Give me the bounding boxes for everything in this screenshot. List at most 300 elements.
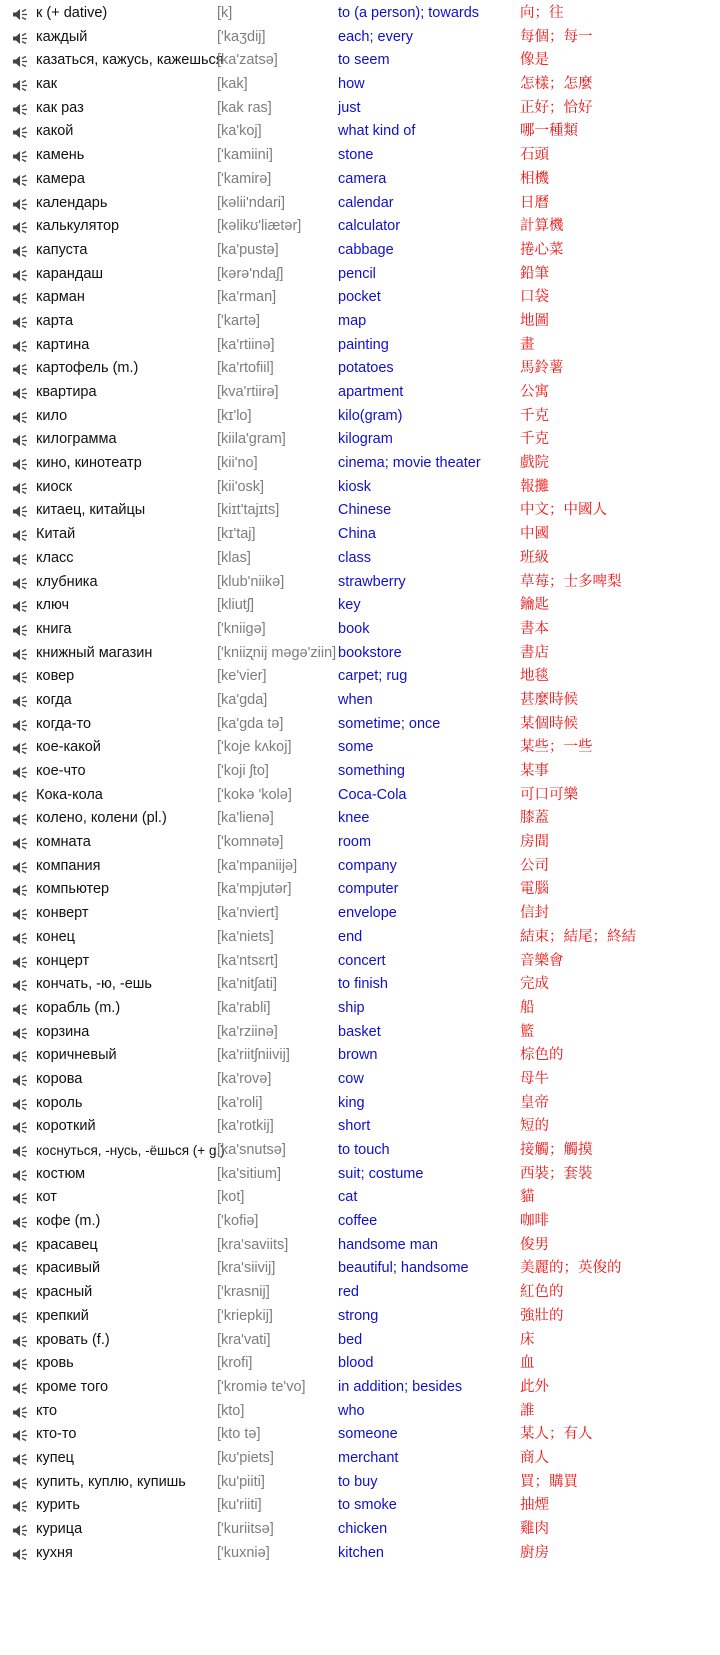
english-translation: bed xyxy=(338,1331,363,1348)
speaker-icon[interactable] xyxy=(12,168,30,192)
russian-word: кроме того xyxy=(36,1378,109,1395)
speaker-icon[interactable] xyxy=(12,215,30,239)
transcription: [kəlii'ndari] xyxy=(217,194,286,211)
speaker-icon[interactable] xyxy=(12,476,30,500)
transcription: ['komnətə] xyxy=(217,834,284,851)
russian-word: клубника xyxy=(36,573,98,590)
russian-word: комната xyxy=(36,834,91,851)
transcription: [kiɪt'tajɪts] xyxy=(217,502,280,519)
chinese-translation: 千克 xyxy=(520,407,549,424)
chinese-translation: 美麗的；英俊的 xyxy=(520,1260,622,1277)
english-translation: potatoes xyxy=(338,360,394,377)
english-translation: to touch xyxy=(338,1142,390,1158)
vocab-row xyxy=(0,618,720,642)
english-translation: to seem xyxy=(338,52,390,69)
russian-word: Кока-кола xyxy=(36,786,103,803)
speaker-icon[interactable] xyxy=(12,1471,30,1495)
russian-word: кончать, -ю, -ешь xyxy=(36,976,152,993)
speaker-icon[interactable] xyxy=(12,97,30,121)
russian-word: король xyxy=(36,1094,83,1111)
russian-word: компьютер xyxy=(36,881,110,898)
chinese-translation: 膝蓋 xyxy=(520,810,549,827)
speaker-icon[interactable] xyxy=(12,1257,30,1281)
transcription: [ka'nitʃati] xyxy=(217,976,277,993)
russian-word: казаться, кажусь, кажешься xyxy=(36,52,224,69)
russian-word: когда-то xyxy=(36,715,92,732)
chinese-translation: 結束；結尾；終結 xyxy=(520,928,636,945)
vocab-row xyxy=(0,310,720,334)
english-translation: book xyxy=(338,620,370,637)
speaker-icon[interactable] xyxy=(12,926,30,950)
speaker-icon[interactable] xyxy=(12,689,30,713)
vocab-row xyxy=(0,357,720,381)
vocab-row xyxy=(0,192,720,216)
vocab-row xyxy=(0,334,720,358)
vocab-row xyxy=(0,215,720,239)
speaker-icon[interactable] xyxy=(12,239,30,263)
english-translation: basket xyxy=(338,1023,381,1040)
russian-word: красавец xyxy=(36,1236,98,1253)
english-translation: cinema; movie theater xyxy=(338,455,481,472)
vocab-row xyxy=(0,1139,720,1163)
speaker-icon[interactable] xyxy=(12,713,30,737)
vocab-row xyxy=(0,1471,720,1495)
russian-word: камера xyxy=(36,170,85,187)
speaker-icon[interactable] xyxy=(12,26,30,50)
english-translation: suit; costume xyxy=(338,1165,424,1182)
vocab-row xyxy=(0,760,720,784)
english-translation: kiosk xyxy=(338,478,372,495)
speaker-icon[interactable] xyxy=(12,144,30,168)
vocab-row xyxy=(0,1400,720,1424)
transcription: [ka'nviert] xyxy=(217,905,279,922)
speaker-icon[interactable] xyxy=(12,878,30,902)
transcription: ['kniigə] xyxy=(217,620,266,637)
speaker-icon[interactable] xyxy=(12,1352,30,1376)
transcription: [kak] xyxy=(217,76,248,93)
russian-word: каждый xyxy=(36,28,88,45)
vocab-row xyxy=(0,1447,720,1471)
speaker-icon[interactable] xyxy=(12,73,30,97)
chinese-translation: 音樂會 xyxy=(520,952,564,969)
chinese-translation: 房間 xyxy=(520,834,549,851)
vocab-row xyxy=(0,665,720,689)
english-translation: red xyxy=(338,1284,359,1301)
transcription: [ka'mpaniijə] xyxy=(217,857,298,874)
russian-word: конверт xyxy=(36,905,89,922)
transcription: ['koji ʃto] xyxy=(217,763,269,779)
russian-word: корова xyxy=(36,1070,83,1087)
speaker-icon[interactable] xyxy=(12,1542,30,1566)
vocab-row xyxy=(0,997,720,1021)
english-translation: concert xyxy=(338,952,386,969)
english-translation: computer xyxy=(338,881,399,898)
english-translation: ship xyxy=(338,999,365,1016)
transcription: ['kamirə] xyxy=(217,170,272,187)
speaker-icon[interactable] xyxy=(12,902,30,926)
vocab-row xyxy=(0,73,720,97)
english-translation: stone xyxy=(338,147,374,164)
russian-word: крепкий xyxy=(36,1307,89,1324)
speaker-icon[interactable] xyxy=(12,1068,30,1092)
chinese-translation: 誰 xyxy=(520,1402,535,1419)
chinese-translation: 捲心菜 xyxy=(520,241,564,258)
russian-word: коснуться, -нусь, -ёшься (+ g.) xyxy=(36,1143,225,1158)
transcription: [ka'gda tə] xyxy=(217,715,284,732)
vocab-row xyxy=(0,476,720,500)
chinese-translation: 船 xyxy=(520,999,535,1016)
russian-word: купить, куплю, купишь xyxy=(36,1473,186,1490)
vocab-row xyxy=(0,1329,720,1353)
speaker-icon[interactable] xyxy=(12,618,30,642)
speaker-icon[interactable] xyxy=(12,736,30,760)
speaker-icon[interactable] xyxy=(12,1044,30,1068)
vocab-row xyxy=(0,263,720,287)
speaker-icon[interactable] xyxy=(12,784,30,808)
english-translation: who xyxy=(338,1402,365,1419)
transcription: [ka'rtiinə] xyxy=(217,336,275,353)
english-translation: kitchen xyxy=(338,1544,384,1561)
vocab-row xyxy=(0,1186,720,1210)
transcription: [kii'osk] xyxy=(217,478,265,495)
speaker-icon[interactable] xyxy=(12,807,30,831)
russian-word: компания xyxy=(36,857,101,874)
russian-word: кое-что xyxy=(36,763,86,779)
vocab-row xyxy=(0,902,720,926)
english-translation: camera xyxy=(338,170,387,187)
chinese-translation: 母牛 xyxy=(520,1070,549,1087)
vocab-row xyxy=(0,97,720,121)
transcription: ['kokə 'kolə] xyxy=(217,786,292,803)
vocab-row xyxy=(0,1210,720,1234)
transcription: [ka'niets] xyxy=(217,928,274,945)
russian-word: ключ xyxy=(36,597,70,614)
transcription: [ka'mpjutər] xyxy=(217,881,292,898)
speaker-icon[interactable] xyxy=(12,49,30,73)
speaker-icon[interactable] xyxy=(12,1447,30,1471)
chinese-translation: 紅色的 xyxy=(520,1284,564,1301)
vocab-row xyxy=(0,1494,720,1518)
english-translation: handsome man xyxy=(338,1236,438,1253)
russian-word: картина xyxy=(36,336,90,353)
english-translation: map xyxy=(338,312,367,329)
transcription: [ka'rman] xyxy=(217,289,277,306)
russian-word: карман xyxy=(36,289,85,306)
transcription: ['kaʒdij] xyxy=(217,28,266,45)
vocab-row xyxy=(0,1305,720,1329)
transcription: [ka'koj] xyxy=(217,123,262,140)
english-translation: apartment xyxy=(338,384,404,400)
transcription: [kot] xyxy=(217,1189,245,1206)
vocab-row xyxy=(0,1518,720,1542)
russian-word: кухня xyxy=(36,1544,73,1561)
speaker-icon[interactable] xyxy=(12,405,30,429)
chinese-translation: 戲院 xyxy=(520,455,549,472)
chinese-translation: 西裝；套裝 xyxy=(520,1165,593,1182)
russian-word: короткий xyxy=(36,1118,96,1135)
english-translation: cabbage xyxy=(338,241,394,258)
transcription: ['koje kʌkoj] xyxy=(217,739,292,756)
chinese-translation: 某人；有人 xyxy=(520,1426,593,1443)
speaker-icon[interactable] xyxy=(12,594,30,618)
chinese-translation: 馬鈴薯 xyxy=(520,360,564,377)
vocab-row xyxy=(0,594,720,618)
speaker-icon[interactable] xyxy=(12,831,30,855)
vocab-row xyxy=(0,1234,720,1258)
vocab-row xyxy=(0,120,720,144)
speaker-icon[interactable] xyxy=(12,1329,30,1353)
speaker-icon[interactable] xyxy=(12,1234,30,1258)
speaker-icon[interactable] xyxy=(12,1305,30,1329)
english-translation: coffee xyxy=(338,1213,378,1230)
transcription: ['kriepkij] xyxy=(217,1307,273,1324)
speaker-icon[interactable] xyxy=(12,263,30,287)
chinese-translation: 地毯 xyxy=(520,668,549,685)
chinese-translation: 草莓；士多啤梨 xyxy=(520,573,622,590)
speaker-icon[interactable] xyxy=(12,1139,30,1163)
speaker-icon[interactable] xyxy=(12,1210,30,1234)
russian-word: кто-то xyxy=(36,1426,77,1443)
english-translation: to finish xyxy=(338,976,388,993)
english-translation: envelope xyxy=(338,905,397,922)
speaker-icon[interactable] xyxy=(12,1518,30,1542)
speaker-icon[interactable] xyxy=(12,547,30,571)
speaker-icon[interactable] xyxy=(12,286,30,310)
speaker-icon[interactable] xyxy=(12,381,30,405)
vocab-row xyxy=(0,1257,720,1281)
english-translation: chicken xyxy=(338,1521,388,1537)
english-translation: Chinese xyxy=(338,502,392,519)
transcription: [ka'rabli] xyxy=(217,999,271,1016)
speaker-icon[interactable] xyxy=(12,357,30,381)
english-translation: class xyxy=(338,549,372,566)
russian-word: кило xyxy=(36,407,68,424)
vocab-row xyxy=(0,1423,720,1447)
speaker-icon[interactable] xyxy=(12,452,30,476)
russian-word: коричневый xyxy=(36,1047,117,1064)
chinese-translation: 某事 xyxy=(520,763,549,779)
transcription: ['kniiʐnij məgə'ziin] xyxy=(217,644,337,661)
speaker-icon[interactable] xyxy=(12,523,30,547)
russian-word: как раз xyxy=(36,99,84,116)
chinese-translation: 電腦 xyxy=(520,881,549,898)
transcription: [ke'vier] xyxy=(217,668,267,685)
chinese-translation: 相機 xyxy=(520,170,549,187)
chinese-translation: 商人 xyxy=(520,1449,549,1466)
chinese-translation: 棕色的 xyxy=(520,1047,564,1064)
speaker-icon[interactable] xyxy=(12,1115,30,1139)
vocab-row xyxy=(0,855,720,879)
english-translation: key xyxy=(338,597,361,614)
russian-word: киоск xyxy=(36,478,73,495)
speaker-icon[interactable] xyxy=(12,855,30,879)
speaker-icon[interactable] xyxy=(12,1092,30,1116)
chinese-translation: 抽煙 xyxy=(520,1497,549,1514)
chinese-translation: 雞肉 xyxy=(520,1521,549,1537)
english-translation: to (a person); towards xyxy=(338,5,480,21)
english-translation: company xyxy=(338,857,397,874)
chinese-translation: 可口可樂 xyxy=(520,786,578,803)
transcription: [krofi] xyxy=(217,1355,253,1372)
russian-word: килограмма xyxy=(36,431,117,448)
chinese-translation: 中國 xyxy=(520,526,549,543)
speaker-icon[interactable] xyxy=(12,334,30,358)
russian-word: кровать (f.) xyxy=(36,1331,110,1348)
vocab-row xyxy=(0,1021,720,1045)
speaker-icon[interactable] xyxy=(12,2,30,26)
chinese-translation: 咖啡 xyxy=(520,1213,549,1230)
vocab-row xyxy=(0,926,720,950)
russian-word: кот xyxy=(36,1189,57,1206)
vocab-row xyxy=(0,428,720,452)
speaker-icon[interactable] xyxy=(12,310,30,334)
vocab-row xyxy=(0,26,720,50)
transcription: ['kuxniə] xyxy=(217,1544,270,1561)
speaker-icon[interactable] xyxy=(12,760,30,784)
vocab-row xyxy=(0,973,720,997)
speaker-icon[interactable] xyxy=(12,1163,30,1187)
english-translation: calculator xyxy=(338,218,401,235)
vocab-row xyxy=(0,784,720,808)
english-translation: China xyxy=(338,526,376,543)
speaker-icon[interactable] xyxy=(12,428,30,452)
vocab-row xyxy=(0,807,720,831)
speaker-icon[interactable] xyxy=(12,499,30,523)
russian-word: колено, колени (pl.) xyxy=(36,810,167,827)
english-translation: some xyxy=(338,739,374,756)
english-translation: in addition; besides xyxy=(338,1378,463,1395)
english-translation: painting xyxy=(338,336,389,353)
speaker-icon[interactable] xyxy=(12,1021,30,1045)
speaker-icon[interactable] xyxy=(12,571,30,595)
chinese-translation: 俊男 xyxy=(520,1236,549,1253)
chinese-translation: 買；購買 xyxy=(520,1473,578,1490)
vocab-row xyxy=(0,642,720,666)
vocab-row xyxy=(0,1115,720,1139)
speaker-icon[interactable] xyxy=(12,997,30,1021)
speaker-icon[interactable] xyxy=(12,665,30,689)
transcription: [ka'rovə] xyxy=(217,1070,272,1087)
speaker-icon[interactable] xyxy=(12,1186,30,1210)
chinese-translation: 向；往 xyxy=(520,5,564,21)
speaker-icon[interactable] xyxy=(12,642,30,666)
transcription: ['kuriitsə] xyxy=(217,1521,274,1537)
vocab-row xyxy=(0,168,720,192)
transcription: [kra'vati] xyxy=(217,1331,271,1348)
russian-word: карта xyxy=(36,312,74,329)
transcription: ['kromiə te'vo] xyxy=(217,1378,306,1395)
transcription: [kərə'ndaʃ] xyxy=(217,265,284,282)
russian-word: когда xyxy=(36,691,72,708)
chinese-translation: 某個時候 xyxy=(520,715,578,732)
english-translation: bookstore xyxy=(338,644,402,661)
vocab-row xyxy=(0,831,720,855)
english-translation: something xyxy=(338,763,405,779)
vocab-row xyxy=(0,144,720,168)
speaker-icon[interactable] xyxy=(12,1400,30,1424)
speaker-icon[interactable] xyxy=(12,192,30,216)
russian-word: костюм xyxy=(36,1165,86,1182)
english-translation: calendar xyxy=(338,194,394,211)
russian-word: красный xyxy=(36,1284,93,1301)
russian-word: курица xyxy=(36,1521,83,1537)
vocab-row xyxy=(0,950,720,974)
transcription: [ku'piiti] xyxy=(217,1473,265,1490)
vocab-row xyxy=(0,2,720,26)
vocab-row xyxy=(0,1044,720,1068)
speaker-icon[interactable] xyxy=(12,1494,30,1518)
russian-word: корабль (m.) xyxy=(36,999,121,1016)
english-translation: just xyxy=(338,99,361,116)
english-translation: strong xyxy=(338,1307,379,1324)
russian-word: кое-какой xyxy=(36,739,101,756)
chinese-translation: 公寓 xyxy=(520,384,549,400)
russian-word: капуста xyxy=(36,241,88,258)
vocab-row xyxy=(0,239,720,263)
transcription: [k] xyxy=(217,5,233,21)
russian-word: кофе (m.) xyxy=(36,1213,101,1230)
vocab-row xyxy=(0,381,720,405)
speaker-icon[interactable] xyxy=(12,950,30,974)
speaker-icon[interactable] xyxy=(12,1376,30,1400)
russian-word: карандаш xyxy=(36,265,104,282)
russian-word: китаец, китайцы xyxy=(36,502,146,519)
english-translation: Coca-Cola xyxy=(338,786,407,803)
vocab-row xyxy=(0,523,720,547)
russian-word: книжный магазин xyxy=(36,644,153,661)
transcription: [klas] xyxy=(217,549,251,566)
speaker-icon[interactable] xyxy=(12,973,30,997)
russian-word: кровь xyxy=(36,1355,74,1372)
english-translation: each; every xyxy=(338,28,413,45)
russian-word: концерт xyxy=(36,952,90,969)
english-translation: pencil xyxy=(338,265,376,282)
english-translation: what kind of xyxy=(338,123,416,140)
transcription: [kəlikʊ'liætər] xyxy=(217,218,302,235)
english-translation: to buy xyxy=(338,1473,378,1490)
vocab-row xyxy=(0,571,720,595)
vocab-row xyxy=(0,452,720,476)
russian-word: красивый xyxy=(36,1260,101,1277)
vocab-row xyxy=(0,1542,720,1566)
russian-word: кто xyxy=(36,1402,58,1419)
chinese-translation: 口袋 xyxy=(520,289,549,306)
speaker-icon[interactable] xyxy=(12,1423,30,1447)
chinese-translation: 中文；中國人 xyxy=(520,502,607,519)
english-translation: how xyxy=(338,76,365,93)
transcription: [kɪ'lo] xyxy=(217,407,252,424)
english-translation: pocket xyxy=(338,289,381,306)
chinese-translation: 籃 xyxy=(520,1023,535,1040)
speaker-icon[interactable] xyxy=(12,1281,30,1305)
transcription: [kii'no] xyxy=(217,455,258,472)
russian-word: календарь xyxy=(36,194,108,211)
vocab-row xyxy=(0,1376,720,1400)
english-translation: knee xyxy=(338,810,370,827)
english-translation: blood xyxy=(338,1355,374,1372)
chinese-translation: 地圖 xyxy=(520,312,549,329)
russian-word: конец xyxy=(36,928,75,945)
chinese-translation: 皇帝 xyxy=(520,1094,549,1111)
speaker-icon[interactable] xyxy=(12,120,30,144)
chinese-translation: 日曆 xyxy=(520,194,549,211)
russian-word: как xyxy=(36,76,58,93)
transcription: [ka'riitʃniivij] xyxy=(217,1047,290,1064)
vocab-row xyxy=(0,736,720,760)
russian-word: картофель (m.) xyxy=(36,360,139,377)
transcription: ['kartə] xyxy=(217,312,261,329)
vocab-row xyxy=(0,878,720,902)
